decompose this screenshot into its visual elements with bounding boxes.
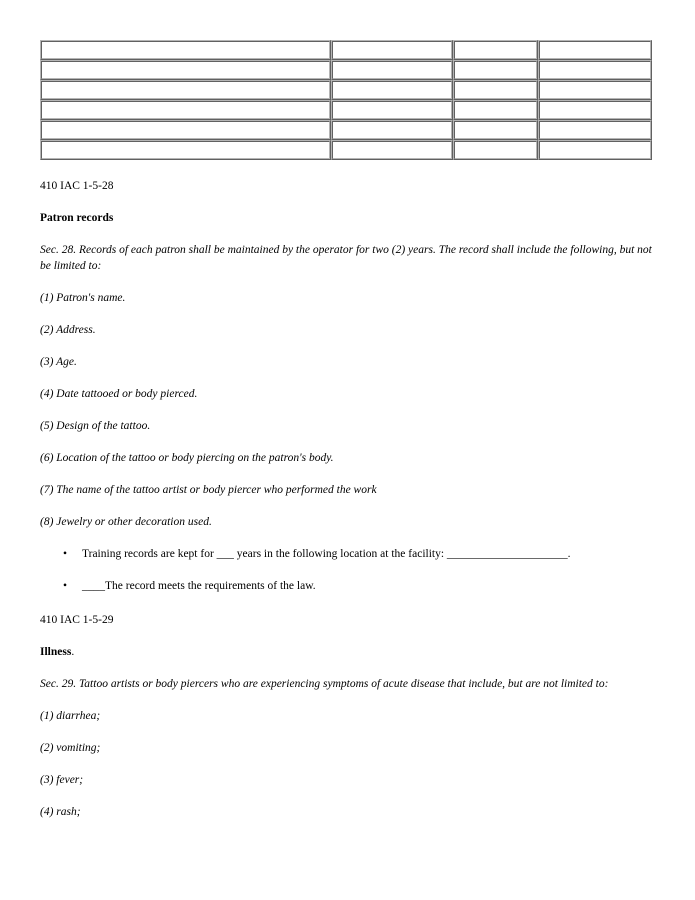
table-body	[40, 40, 652, 160]
table-cell[interactable]	[40, 100, 331, 120]
table-cell[interactable]	[453, 140, 538, 160]
list-item: (6) Location of the tattoo or body piercing on the patron's body.	[40, 451, 334, 464]
list-item: (2) Address.	[40, 323, 96, 336]
list-item: (1) diarrhea;	[40, 710, 101, 722]
section-citation-1-5-29: 410 IAC 1-5-29	[40, 614, 114, 626]
table-cell[interactable]	[538, 100, 652, 120]
table-cell[interactable]	[40, 60, 331, 80]
list-item: (4) Date tattooed or body pierced.	[40, 387, 198, 400]
table-cell[interactable]	[331, 80, 453, 100]
bullet-icon: •	[63, 579, 68, 592]
list-item: (8) Jewelry or other decoration used.	[40, 515, 212, 528]
table-row	[40, 140, 652, 160]
table-cell[interactable]	[453, 40, 538, 60]
table-cell[interactable]	[538, 140, 652, 160]
document-body	[40, 40, 652, 821]
table-row	[40, 100, 652, 120]
table-cell[interactable]	[40, 140, 331, 160]
section-citation-1-5-28: 410 IAC 1-5-28	[40, 180, 114, 192]
list-item: (1) Patron's name.	[40, 291, 126, 304]
list-item: (7) The name of the tattoo artist or body piercer who performed the work	[40, 483, 377, 496]
table-cell[interactable]	[538, 80, 652, 100]
checklist-item	[40, 579, 652, 595]
table-row	[40, 60, 652, 80]
table-cell[interactable]	[538, 60, 652, 80]
list-item: (3) fever;	[40, 774, 84, 786]
table-cell[interactable]	[331, 60, 453, 80]
section-intro-sec-29: Sec. 29. Tattoo artists or body piercers who are experiencing symptoms of acute disease that include, but are not limited to:	[40, 678, 609, 690]
checklist-item-label: ____The record meets the requirements of the law.	[82, 579, 316, 592]
checklist-item-label: Training records are kept for ___ years in the following location at the facility: _____________________.	[82, 547, 571, 560]
table-cell[interactable]	[331, 40, 453, 60]
list-item: (5) Design of the tattoo.	[40, 419, 151, 432]
checklist-item	[40, 547, 652, 563]
table-cell[interactable]	[453, 100, 538, 120]
table-cell[interactable]	[40, 40, 331, 60]
table-cell[interactable]	[453, 60, 538, 80]
table-cell[interactable]	[40, 80, 331, 100]
list-item: (3) Age.	[40, 355, 77, 368]
table-cell[interactable]	[453, 120, 538, 140]
bullet-icon: •	[63, 547, 68, 560]
table-row	[40, 120, 652, 140]
section-heading-text: Illness	[40, 646, 72, 658]
section-heading-patron-records	[40, 211, 652, 227]
section-heading-illness	[40, 645, 652, 661]
table-row	[40, 80, 652, 100]
section-heading-text: Patron records	[40, 212, 114, 224]
blank-form-table	[40, 40, 652, 160]
table-cell[interactable]	[331, 120, 453, 140]
checklist	[40, 547, 652, 595]
table-row	[40, 40, 652, 60]
table-cell[interactable]	[331, 140, 453, 160]
table-cell[interactable]	[40, 120, 331, 140]
section-heading-punctuation: .	[71, 646, 75, 658]
section-intro-sec-28: Sec. 28. Records of each patron shall be maintained by the operator for two (2) years. The record shall include the following, but not be limited to:	[40, 244, 652, 272]
table-cell[interactable]	[538, 40, 652, 60]
table-cell[interactable]	[331, 100, 453, 120]
list-item: (4) rash;	[40, 806, 81, 818]
list-item: (2) vomiting;	[40, 742, 101, 754]
table-cell[interactable]	[538, 120, 652, 140]
table-cell[interactable]	[453, 80, 538, 100]
